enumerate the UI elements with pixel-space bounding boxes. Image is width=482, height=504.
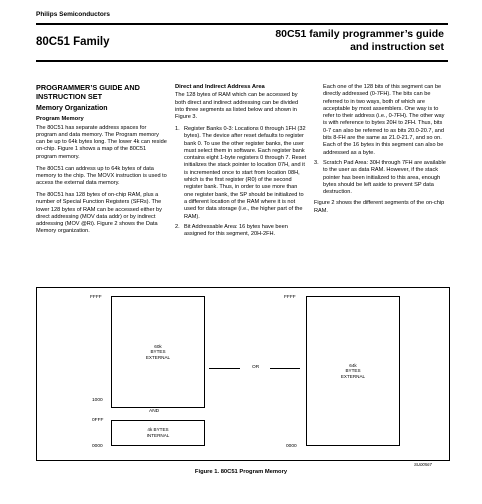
paragraph: The 80C51 has 128 bytes of on-chip RAM, plus a number of Special Function Registers (SFRs). The lower 128 bytes of RAM can be accessed either by direct addressing (MOV data addr) or by indirect addressing (MOV @Ri). Figure 2 shows the Data Memory organization. (36, 191, 162, 235)
address-area-heading: Direct and Indirect Address Area (175, 84, 265, 90)
external-64k-block: 64k BYTES EXTERNAL (306, 296, 400, 446)
address-label: 0FFF (92, 418, 104, 423)
external-60k-block: 60k BYTES EXTERNAL (111, 296, 205, 408)
column-right (314, 84, 446, 220)
paragraph: The 80C51 can address up to 64k bytes of data memory to the chip. The MOVX instruction is used to access the external data memory. (36, 165, 167, 187)
column-middle (175, 84, 308, 242)
figure-caption: Figure 1. 80C51 Program Memory (194, 469, 288, 475)
list-item (175, 126, 308, 221)
header-rule-top (36, 23, 448, 25)
address-label: FFFF (284, 295, 296, 300)
list-text: Register Banks 0-3: Locations 0 through 1FH (32 bytes). The device after reset defaults to register bank 0. To use the other register banks, the user must select them in software. Each register bank contains eight 1-byte registers 0 through 7. Reset initializes the stack pointer to location 07H, and it is incremented once to start from location 08H, which is the first register (R0) of the second register bank. Thus, in order to use more than one register bank, the SP should be initialized to a different location of the RAM where it is not used for data storage (i.e., the higher part of the RAM). (184, 125, 307, 220)
list-number: 1. (175, 125, 180, 132)
list-item (314, 84, 446, 157)
product-family: 80C51 Family (36, 36, 110, 48)
list-text: Bit Addressable Area: 16 bytes have been assigned for this segment, 20H-2FH. (184, 223, 288, 238)
address-label: 0000 (92, 444, 103, 449)
column-left (36, 84, 167, 240)
paragraph: Figure 2 shows the different segments of the on-chip RAM. (314, 200, 445, 214)
document-title: 80C51 family programmer’s guide and instruction set (275, 28, 444, 53)
list-text: Scratch Pad Area: 30H through 7FH are available to the user as data RAM. However, if the stack pointer has been initialized to this area, enough bytes should be left aside to prevent SP data destruction. (323, 159, 446, 196)
figure-code: SU00567 (414, 462, 432, 467)
address-label: 0000 (286, 444, 297, 449)
list-number: 3. (314, 159, 319, 166)
list-item (175, 224, 308, 239)
program-memory-heading: Program Memory (36, 116, 84, 123)
section-title: PROGRAMMER’S GUIDE AND INSTRUCTION SET (36, 83, 140, 101)
address-label: FFFF (90, 295, 102, 300)
or-label: OR (252, 365, 260, 370)
connector-line (270, 368, 300, 369)
paragraph: The 128 bytes of RAM which can be accessed by both direct and indirect addressing can be divided into three segments as listed below and shown in Figure 3. (175, 92, 299, 121)
internal-4k-block: 4k BYTES INTERNAL (111, 420, 205, 446)
segment-list (175, 126, 308, 238)
list-item (314, 160, 446, 196)
list-text: Each one of the 128 bits of this segment can be directly addressed (0-7FH). The bits can be referred to in two ways, both of which are acceptable by most assemblers. One way is to refer to their address (i.e., 0-7FH). The other way is with reference to bytes 20H to 2FH. Thus, bits 0-7 can also be referred to as bits 20.0-20.7, and bits 8-FH are the same as 21.0-21.7, and so on. Each of the 16 bytes in this segment can also be addressed as a byte. (323, 84, 445, 156)
subsection-title: Memory Organization (36, 105, 108, 112)
list-number: 2. (175, 223, 180, 230)
segment-list-continued (314, 84, 446, 196)
paragraph: The 80C51 has separate address spaces for program and data memory. The Program memory can be up to 64k bytes long. The lower 4k can reside on-chip. Figure 1 shows a map of the 80C51 program memory. (36, 124, 167, 160)
and-label: AND (149, 409, 160, 414)
address-label: 1000 (92, 398, 103, 403)
company-name: Philips Semiconductors (36, 11, 111, 18)
connector-line (209, 368, 240, 369)
header-rule-bottom (36, 60, 448, 62)
